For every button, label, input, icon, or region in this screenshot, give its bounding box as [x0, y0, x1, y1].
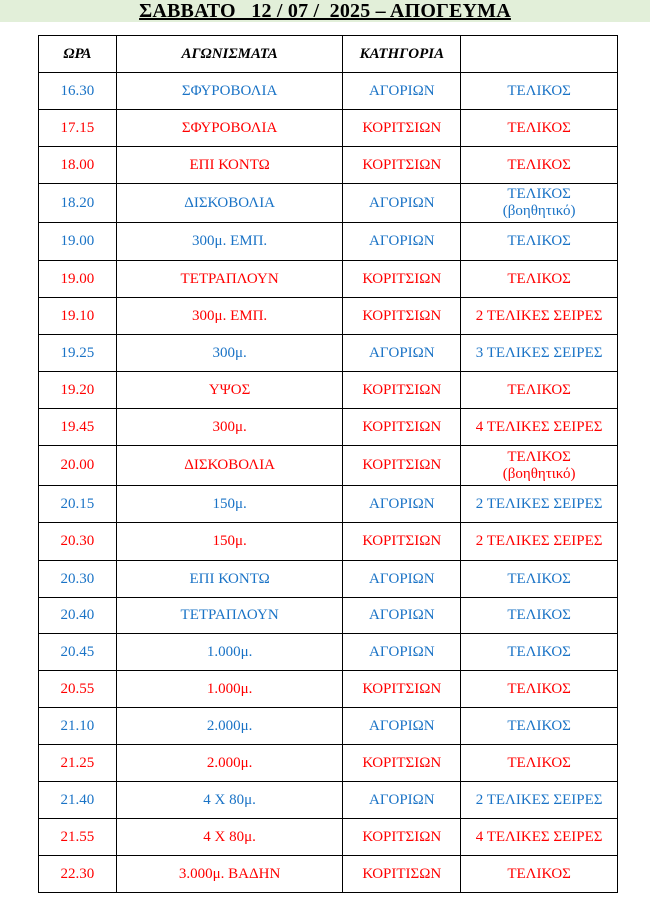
phase-cell [461, 745, 618, 782]
category-cell [343, 110, 461, 147]
phase-cell-text: ΤΕΛΙΚΟΣ [507, 186, 571, 202]
phase-cell-text: ΤΕΛΙΚΟΣ [507, 643, 571, 660]
category-cell [343, 523, 461, 561]
category-cell-text: ΑΓΟΡΙΩΝ [368, 82, 435, 99]
header-row [39, 36, 618, 73]
time-cell [39, 561, 117, 598]
phase-cell-text: 2 ΤΕΛΙΚΕΣ ΣΕΙΡΕΣ [475, 307, 603, 324]
category-cell [343, 335, 461, 372]
phase-cell [461, 223, 618, 261]
category-cell-text: ΚΟΡΙΤΣΙΩΝ [362, 156, 442, 173]
time-cell [39, 856, 117, 893]
category-cell [343, 634, 461, 671]
phase-cell [461, 782, 618, 819]
table-row [39, 745, 618, 782]
table-row [39, 598, 618, 634]
category-cell-text: ΚΟΡΙΤΣΙΩΝ [362, 828, 442, 845]
phase-cell-text: ΤΕΛΙΚΟΣ [507, 381, 571, 398]
event-cell-text: 300μ. [212, 418, 247, 435]
event-cell [116, 598, 343, 634]
event-cell [116, 856, 343, 893]
time-cell-text: 20.00 [60, 457, 95, 473]
event-cell-text: ΔΙΣΚΟΒΟΛΙΑ [184, 194, 276, 211]
event-cell-text: 4 Χ 80μ. [203, 828, 256, 845]
phase-cell-text: ΤΕΛΙΚΟΣ [507, 270, 571, 287]
event-cell [116, 73, 343, 110]
phase-cell-text: ΤΕΛΙΚΟΣ [507, 570, 571, 587]
event-cell [116, 110, 343, 147]
category-cell-text: ΑΓΟΡΙΩΝ [368, 233, 435, 249]
category-cell [343, 409, 461, 446]
time-cell [39, 486, 117, 523]
category-cell [343, 671, 461, 708]
table-row [39, 708, 618, 745]
event-cell [116, 745, 343, 782]
phase-cell [461, 819, 618, 856]
phase-cell-text: ΤΕΛΙΚΟΣ [507, 607, 571, 623]
phase-cell-text: ΤΕΛΙΚΟΣ [507, 680, 571, 697]
category-cell-text: ΑΓΟΡΙΩΝ [368, 570, 435, 587]
phase-cell [461, 634, 618, 671]
category-cell-text: ΑΓΟΡΙΩΝ [368, 643, 435, 660]
table-row [39, 298, 618, 335]
time-cell [39, 147, 117, 184]
time-cell [39, 598, 117, 634]
category-cell-text: ΚΟΡΙΤΣΙΩΝ [362, 270, 442, 287]
event-cell-text: 300μ. ΕΜΠ. [192, 233, 268, 249]
time-cell-text: 19.45 [60, 418, 95, 435]
category-cell-text: ΑΓΟΡΙΩΝ [368, 344, 435, 361]
event-cell [116, 561, 343, 598]
category-cell-text: ΚΟΡΙΤΣΙΩΝ [362, 533, 442, 549]
event-cell [116, 261, 343, 298]
table-row [39, 335, 618, 372]
phase-cell-text: ΤΕΛΙΚΟΣ [507, 156, 571, 173]
category-cell [343, 561, 461, 598]
event-cell [116, 298, 343, 335]
title-banner [0, 0, 650, 22]
phase-cell-text: ΤΕΛΙΚΟΣ [507, 865, 571, 882]
time-cell [39, 223, 117, 261]
time-cell-text: 18.20 [60, 194, 95, 211]
time-cell-text: 21.40 [60, 791, 95, 808]
time-cell [39, 335, 117, 372]
time-cell-text: 21.25 [60, 754, 95, 771]
table-row [39, 261, 618, 298]
phase-cell [461, 446, 618, 486]
event-cell [116, 409, 343, 446]
time-cell-text: 20.30 [60, 533, 95, 549]
time-cell [39, 523, 117, 561]
category-cell [343, 298, 461, 335]
event-cell-text: ΥΨΟΣ [208, 381, 251, 398]
time-cell [39, 446, 117, 486]
time-cell [39, 634, 117, 671]
phase-cell [461, 671, 618, 708]
event-cell [116, 147, 343, 184]
category-cell [343, 261, 461, 298]
category-cell-text: ΚΟΡΙΤΣΙΩΝ [362, 457, 442, 473]
phase-cell-text: 2 ΤΕΛΙΚΕΣ ΣΕΙΡΕΣ [475, 533, 603, 549]
phase-cell [461, 261, 618, 298]
category-cell [343, 486, 461, 523]
header-event: ΑΓΩΝΙΣΜΑΤΑ [116, 36, 343, 73]
phase-cell-text: ΤΕΛΙΚΟΣ [507, 233, 571, 249]
table-row [39, 73, 618, 110]
phase-cell [461, 298, 618, 335]
phase-cell [461, 147, 618, 184]
category-cell [343, 782, 461, 819]
time-cell-text: 20.40 [60, 607, 95, 623]
phase-note: (βοηθητικό) [502, 465, 576, 482]
table-row [39, 147, 618, 184]
event-cell [116, 634, 343, 671]
phase-cell [461, 708, 618, 745]
event-cell-text: 1.000μ. [206, 680, 253, 697]
phase-cell [461, 73, 618, 110]
event-cell-text: ΣΦΥΡΟΒΟΛΙΑ [181, 82, 278, 99]
category-cell [343, 73, 461, 110]
category-cell-text: ΚΟΡΙΤΣΙΩΝ [362, 119, 442, 136]
header-phase [461, 36, 618, 73]
table-row [39, 523, 618, 561]
time-cell-text: 19.00 [60, 270, 95, 287]
category-cell [343, 745, 461, 782]
phase-cell [461, 409, 618, 446]
time-cell-text: 22.30 [60, 865, 95, 882]
phase-cell-text: ΤΕΛΙΚΟΣ [507, 82, 571, 99]
event-cell-text: ΤΕΤΡΑΠΛΟΥΝ [180, 270, 279, 287]
phase-cell [461, 561, 618, 598]
phase-cell-text: ΤΕΛΙΚΟΣ [507, 754, 571, 771]
phase-cell-text: 2 ΤΕΛΙΚΕΣ ΣΕΙΡΕΣ [475, 495, 603, 512]
table-row [39, 184, 618, 223]
phase-cell-text: 4 ΤΕΛΙΚΕΣ ΣΕΙΡΕΣ [475, 828, 603, 845]
time-cell-text: 21.10 [60, 717, 95, 734]
category-cell-text: ΚΟΡΙΤΣΙΩΝ [362, 381, 442, 398]
table-row [39, 110, 618, 147]
time-cell-text: 19.00 [60, 233, 95, 249]
table-row [39, 819, 618, 856]
time-cell-text: 21.55 [60, 828, 95, 845]
category-cell [343, 147, 461, 184]
time-cell [39, 782, 117, 819]
event-cell [116, 708, 343, 745]
header-time: ΩΡΑ [39, 36, 117, 73]
time-cell [39, 184, 117, 223]
phase-cell [461, 523, 618, 561]
category-cell-text: ΑΓΟΡΙΩΝ [368, 717, 435, 734]
event-cell [116, 223, 343, 261]
category-cell-text: ΚΟΡΙΤΣΙΩΝ [362, 680, 442, 697]
table-row [39, 446, 618, 486]
event-cell-text: 150μ. [212, 495, 247, 512]
event-cell-text: 300μ. [212, 344, 247, 361]
event-cell [116, 819, 343, 856]
phase-cell [461, 184, 618, 223]
table-row [39, 782, 618, 819]
event-cell [116, 782, 343, 819]
category-cell [343, 184, 461, 223]
phase-cell-text: ΤΕΛΙΚΟΣ [507, 119, 571, 136]
time-cell-text: 20.15 [60, 495, 95, 512]
category-cell-text: ΚΟΡΙΤΣΙΩΝ [362, 418, 442, 435]
category-cell-text: ΑΓΟΡΙΩΝ [368, 194, 435, 211]
page-title: ΣΑΒΒΑΤΟ 12 / 07 / 2025 – ΑΠΟΓΕΥΜΑ [139, 0, 511, 22]
time-cell-text: 17.15 [60, 119, 95, 136]
time-cell-text: 16.30 [60, 82, 95, 99]
time-cell [39, 708, 117, 745]
time-cell-text: 20.45 [60, 643, 95, 660]
phase-cell [461, 598, 618, 634]
header-category: ΚΑΤΗΓΟΡΙΑ [343, 36, 461, 73]
category-cell [343, 223, 461, 261]
table-row [39, 856, 618, 893]
event-cell-text: 300μ. ΕΜΠ. [192, 307, 268, 324]
event-cell-text: ΕΠΙ ΚΟΝΤΩ [189, 156, 270, 173]
phase-cell-text: 4 ΤΕΛΙΚΕΣ ΣΕΙΡΕΣ [475, 418, 603, 435]
phase-cell [461, 856, 618, 893]
event-cell [116, 486, 343, 523]
time-cell [39, 372, 117, 409]
time-cell-text: 18.00 [60, 156, 95, 173]
time-cell [39, 298, 117, 335]
category-cell [343, 708, 461, 745]
event-cell-text: ΤΕΤΡΑΠΛΟΥΝ [180, 607, 279, 623]
time-cell-text: 19.20 [60, 381, 95, 398]
phase-cell [461, 110, 618, 147]
event-cell-text: ΕΠΙ ΚΟΝΤΩ [189, 570, 270, 587]
event-cell-text: 3.000μ. ΒΑΔΗΝ [178, 865, 281, 882]
event-cell-text: ΔΙΣΚΟΒΟΛΙΑ [184, 457, 276, 473]
time-cell [39, 671, 117, 708]
phase-note: (βοηθητικό) [502, 203, 576, 219]
phase-cell [461, 372, 618, 409]
category-cell [343, 856, 461, 893]
time-cell [39, 73, 117, 110]
event-cell [116, 671, 343, 708]
time-cell [39, 745, 117, 782]
table-row [39, 561, 618, 598]
category-cell [343, 819, 461, 856]
category-cell-text: ΑΓΟΡΙΩΝ [368, 495, 435, 512]
category-cell-text: ΚΟΡΙΤΙΣΩΝ [362, 865, 442, 882]
category-cell-text: ΑΓΟΡΙΩΝ [368, 607, 435, 623]
event-cell-text: 4 Χ 80μ. [203, 791, 256, 808]
phase-cell [461, 335, 618, 372]
event-cell-text: 1.000μ. [206, 643, 253, 660]
time-cell-text: 19.25 [60, 344, 95, 361]
table-row [39, 671, 618, 708]
time-cell [39, 261, 117, 298]
phase-cell-text: ΤΕΛΙΚΟΣ [507, 448, 571, 465]
event-cell [116, 184, 343, 223]
event-cell-text: 2.000μ. [206, 754, 253, 771]
table-row [39, 409, 618, 446]
time-cell-text: 19.10 [60, 307, 95, 324]
time-cell [39, 819, 117, 856]
category-cell-text: ΚΟΡΙΤΣΙΩΝ [362, 754, 442, 771]
phase-cell-text: ΤΕΛΙΚΟΣ [507, 717, 571, 734]
event-cell-text: ΣΦΥΡΟΒΟΛΙΑ [181, 119, 278, 136]
category-cell-text: ΑΓΟΡΙΩΝ [368, 791, 435, 808]
table-row [39, 486, 618, 523]
schedule-table [38, 35, 618, 893]
phase-cell [461, 486, 618, 523]
table-row [39, 634, 618, 671]
table-row [39, 223, 618, 261]
phase-cell-text: 2 ΤΕΛΙΚΕΣ ΣΕΙΡΕΣ [475, 791, 603, 808]
time-cell [39, 409, 117, 446]
time-cell-text: 20.30 [60, 570, 95, 587]
category-cell-text: ΚΟΡΙΤΣΙΩΝ [362, 307, 442, 324]
event-cell-text: 2.000μ. [206, 717, 253, 734]
category-cell [343, 446, 461, 486]
event-cell [116, 335, 343, 372]
event-cell [116, 446, 343, 486]
category-cell [343, 372, 461, 409]
event-cell [116, 372, 343, 409]
table-row [39, 372, 618, 409]
event-cell-text: 150μ. [212, 533, 247, 549]
time-cell [39, 110, 117, 147]
time-cell-text: 20.55 [60, 680, 95, 697]
event-cell [116, 523, 343, 561]
phase-cell-text: 3 ΤΕΛΙΚΕΣ ΣΕΙΡΕΣ [475, 344, 603, 361]
category-cell [343, 598, 461, 634]
